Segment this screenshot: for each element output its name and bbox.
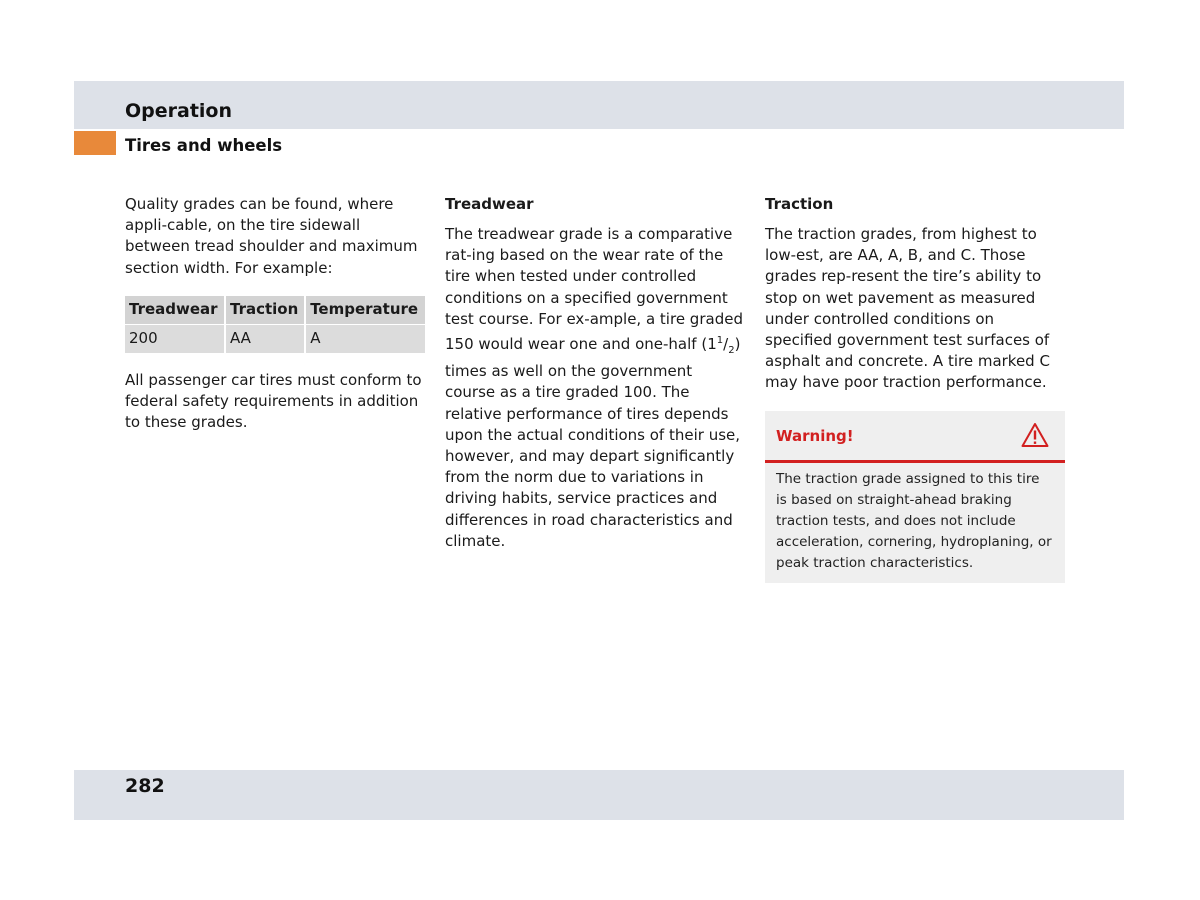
table-header-cell: Traction (226, 296, 304, 324)
warning-label: Warning! (776, 426, 854, 445)
table-header-cell: Temperature (306, 296, 425, 324)
fraction-slash: / (723, 335, 729, 354)
treadwear-text-part: The treadwear grade is a comparative rat-ing based on the wear rate of the tire when tested under controlled conditions on a specified government test course. For ex-ample, a tire graded 150 would wear one and one-half (1 (445, 225, 743, 354)
treadwear-text-part: ) times as well on the government course as a tire graded 100. The relative performance of tires depends upon the actual conditions of their use, however, and may depart significantly from the norm due to variations in driving habits, service practices and differences in road characteristics and climate. (445, 335, 741, 550)
warning-header (765, 411, 1065, 463)
quality-grades-table (123, 296, 427, 353)
column-right (765, 194, 1065, 583)
warning-box (765, 411, 1065, 583)
conformity-paragraph: All passenger car tires must conform to federal safety requirements in addition to these grades. (125, 370, 422, 432)
treadwear-paragraph (445, 224, 745, 552)
table-cell: AA (226, 324, 304, 353)
page-number: 282 (125, 775, 165, 797)
column-left (125, 194, 425, 433)
table-header-cell: Treadwear (125, 296, 224, 324)
column-middle (445, 194, 745, 552)
table-cell: 200 (125, 324, 224, 353)
table-row (125, 324, 425, 353)
section-title: Operation (125, 100, 233, 122)
footer-band (74, 770, 1124, 820)
fraction-denominator: 2 (728, 345, 735, 357)
treadwear-heading: Treadwear (445, 195, 534, 213)
warning-triangle-icon (1021, 422, 1049, 454)
table-cell: A (306, 324, 425, 353)
traction-heading: Traction (765, 195, 834, 213)
subsection-title: Tires and wheels (125, 136, 283, 155)
table-header-row (125, 296, 425, 324)
warning-text: The traction grade assigned to this tire is based on straight-ahead braking traction tests, and does not include acceleration, cornering, hydroplaning, or peak traction characteristics. (776, 470, 1052, 572)
fraction-numerator: 1 (716, 335, 724, 347)
section-marker (74, 131, 116, 155)
traction-paragraph: The traction grades, from highest to low-est, are AA, A, B, and C. Those grades rep-resent the tire’s ability to stop on wet pavement as measured under controlled conditions on specified government test surfaces of asphalt and concrete. A tire marked C may have poor traction performance. (765, 225, 1050, 392)
intro-paragraph: Quality grades can be found, where appli-cable, on the tire sidewall between tread shoulder and maximum section width. For example: (125, 195, 418, 277)
